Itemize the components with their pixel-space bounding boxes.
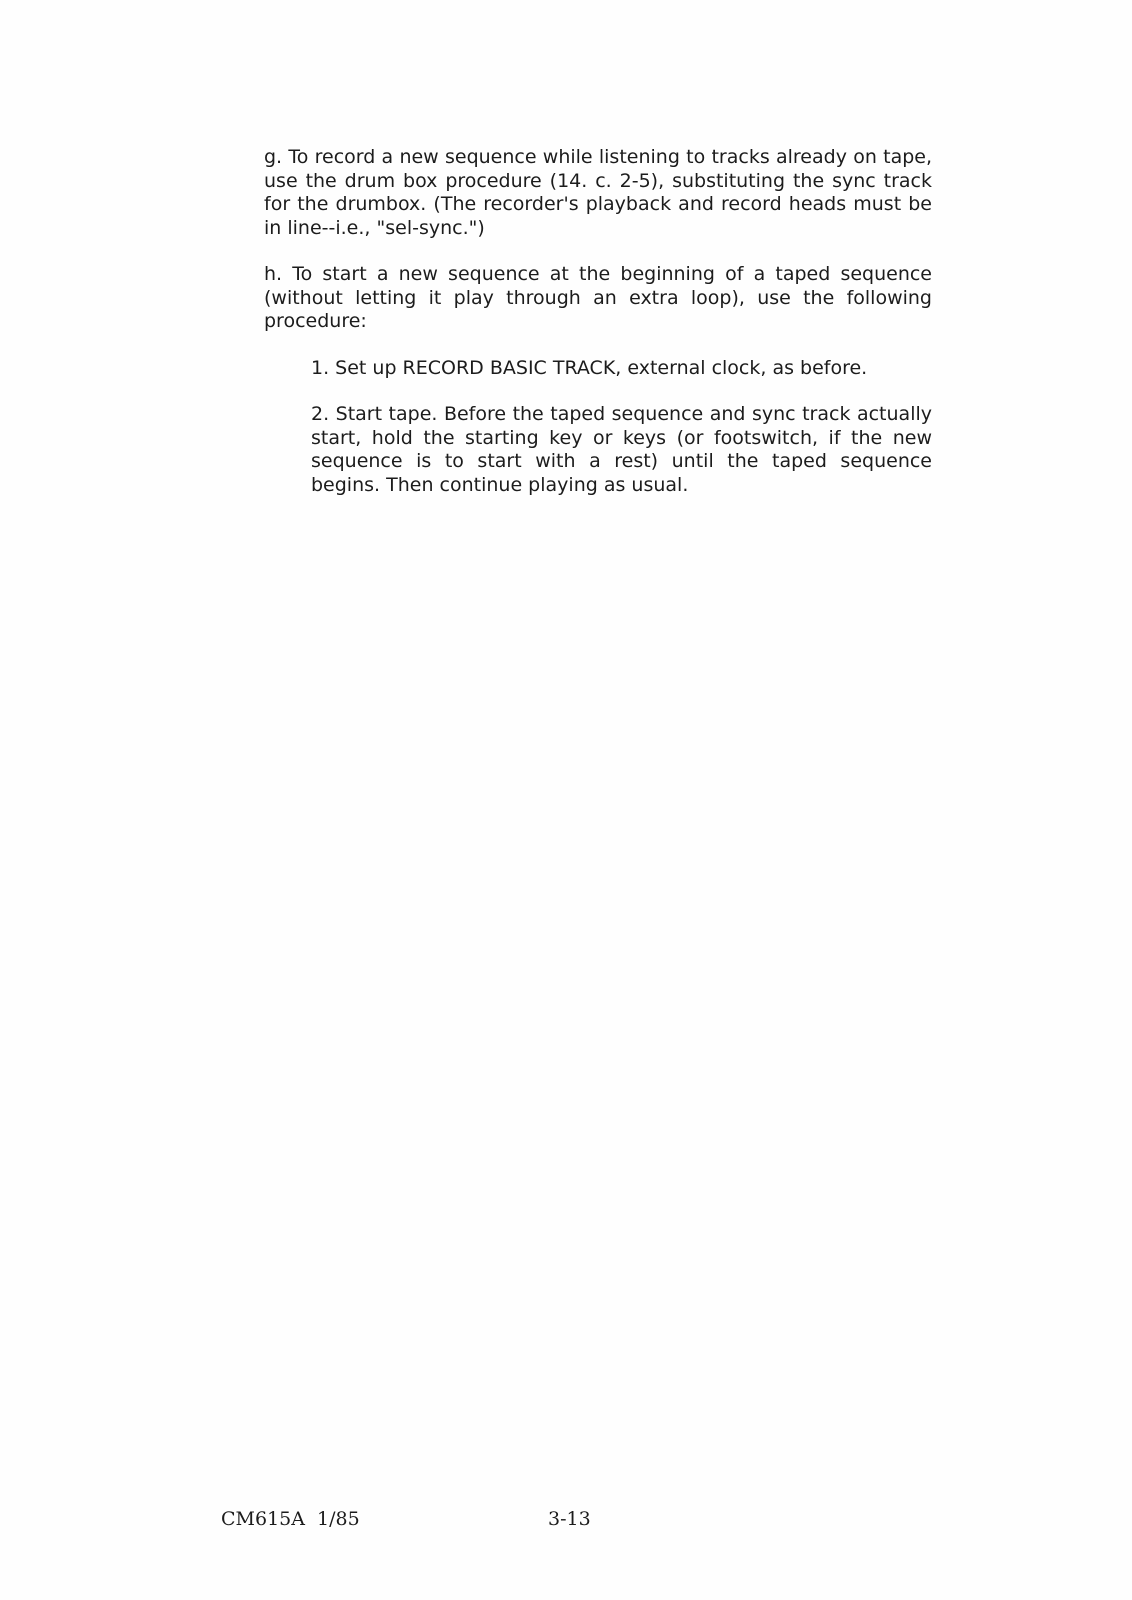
footer-doc-code: CM615A 1/85 xyxy=(221,1508,360,1530)
paragraph-h: h. To start a new sequence at the beginning of a taped sequence (without letting it play through an extra loop), use the following procedure: xyxy=(264,263,932,332)
step-1: 1. Set up RECORD BASIC TRACK, external clock, as before. xyxy=(311,356,868,379)
paragraph-g: g. To record a new sequence while listening to tracks already on tape, use the drum box procedure (14. c. 2-5), substituting the sync track for the drumbox. (The recorder's playback and record heads must be in line--i.e., "sel-sync.") xyxy=(264,146,932,239)
footer-page-number: 3-13 xyxy=(548,1508,591,1530)
step-2: 2. Start tape. Before the taped sequence and sync track actually start, hold the starting key or keys (or footswitch, if the new sequence is to start with a rest) until the taped sequence begins. Then continue playing as usual. xyxy=(311,403,932,496)
page-body xyxy=(264,146,932,497)
